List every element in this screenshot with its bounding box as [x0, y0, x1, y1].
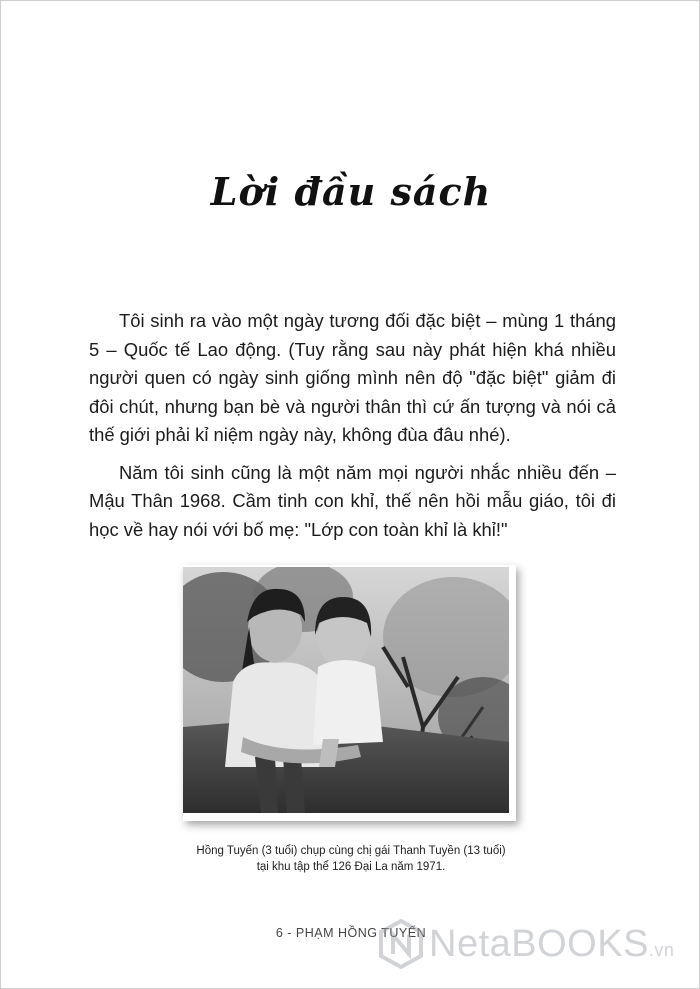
- page-title: Lời đầu sách: [210, 169, 492, 214]
- paragraph-2: Năm tôi sinh cũng là một năm mọi người nhắc nhiều đến – Mậu Thân 1968. Cầm tinh con khỉ, thế nên hồi mẫu giáo, tôi đi học về hay nói với bố mẹ: "Lớp con toàn khỉ là khỉ!": [89, 461, 616, 540]
- watermark-suffix: .vn: [648, 940, 675, 960]
- watermark-brand: NetaBOOKS: [429, 923, 649, 965]
- netabooks-watermark: [379, 917, 700, 975]
- family-photo: [183, 567, 509, 813]
- page-footer: 6 - PHẠM HỒNG TUYẾN: [275, 926, 427, 940]
- body-text: [89, 307, 616, 553]
- photo-frame: [183, 565, 516, 821]
- caption-line-2: tại khu tập thể 126 Đại La năm 1971.: [256, 861, 446, 873]
- netabooks-logo-icon: [379, 919, 423, 969]
- photo-caption: [1, 843, 700, 875]
- paragraph-1: Tôi sinh ra vào một ngày tương đối đặc biệt – mùng 1 tháng 5 – Quốc tế Lao động. (Tuy rằng sau này phát hiện khá nhiều người quen có ngày sinh giống mình nên độ "đặc biệt" giảm đi đôi chút, nhưng bạn bè và người thân thì cứ ấn tượng và nói cả thế giới phải kỉ niệm ngày này, không đùa đâu nhé).: [89, 310, 616, 445]
- watermark-text: [429, 923, 674, 966]
- caption-line-1: Hồng Tuyến (3 tuổi) chụp cùng chị gái Thanh Tuyền (13 tuổi): [196, 845, 506, 857]
